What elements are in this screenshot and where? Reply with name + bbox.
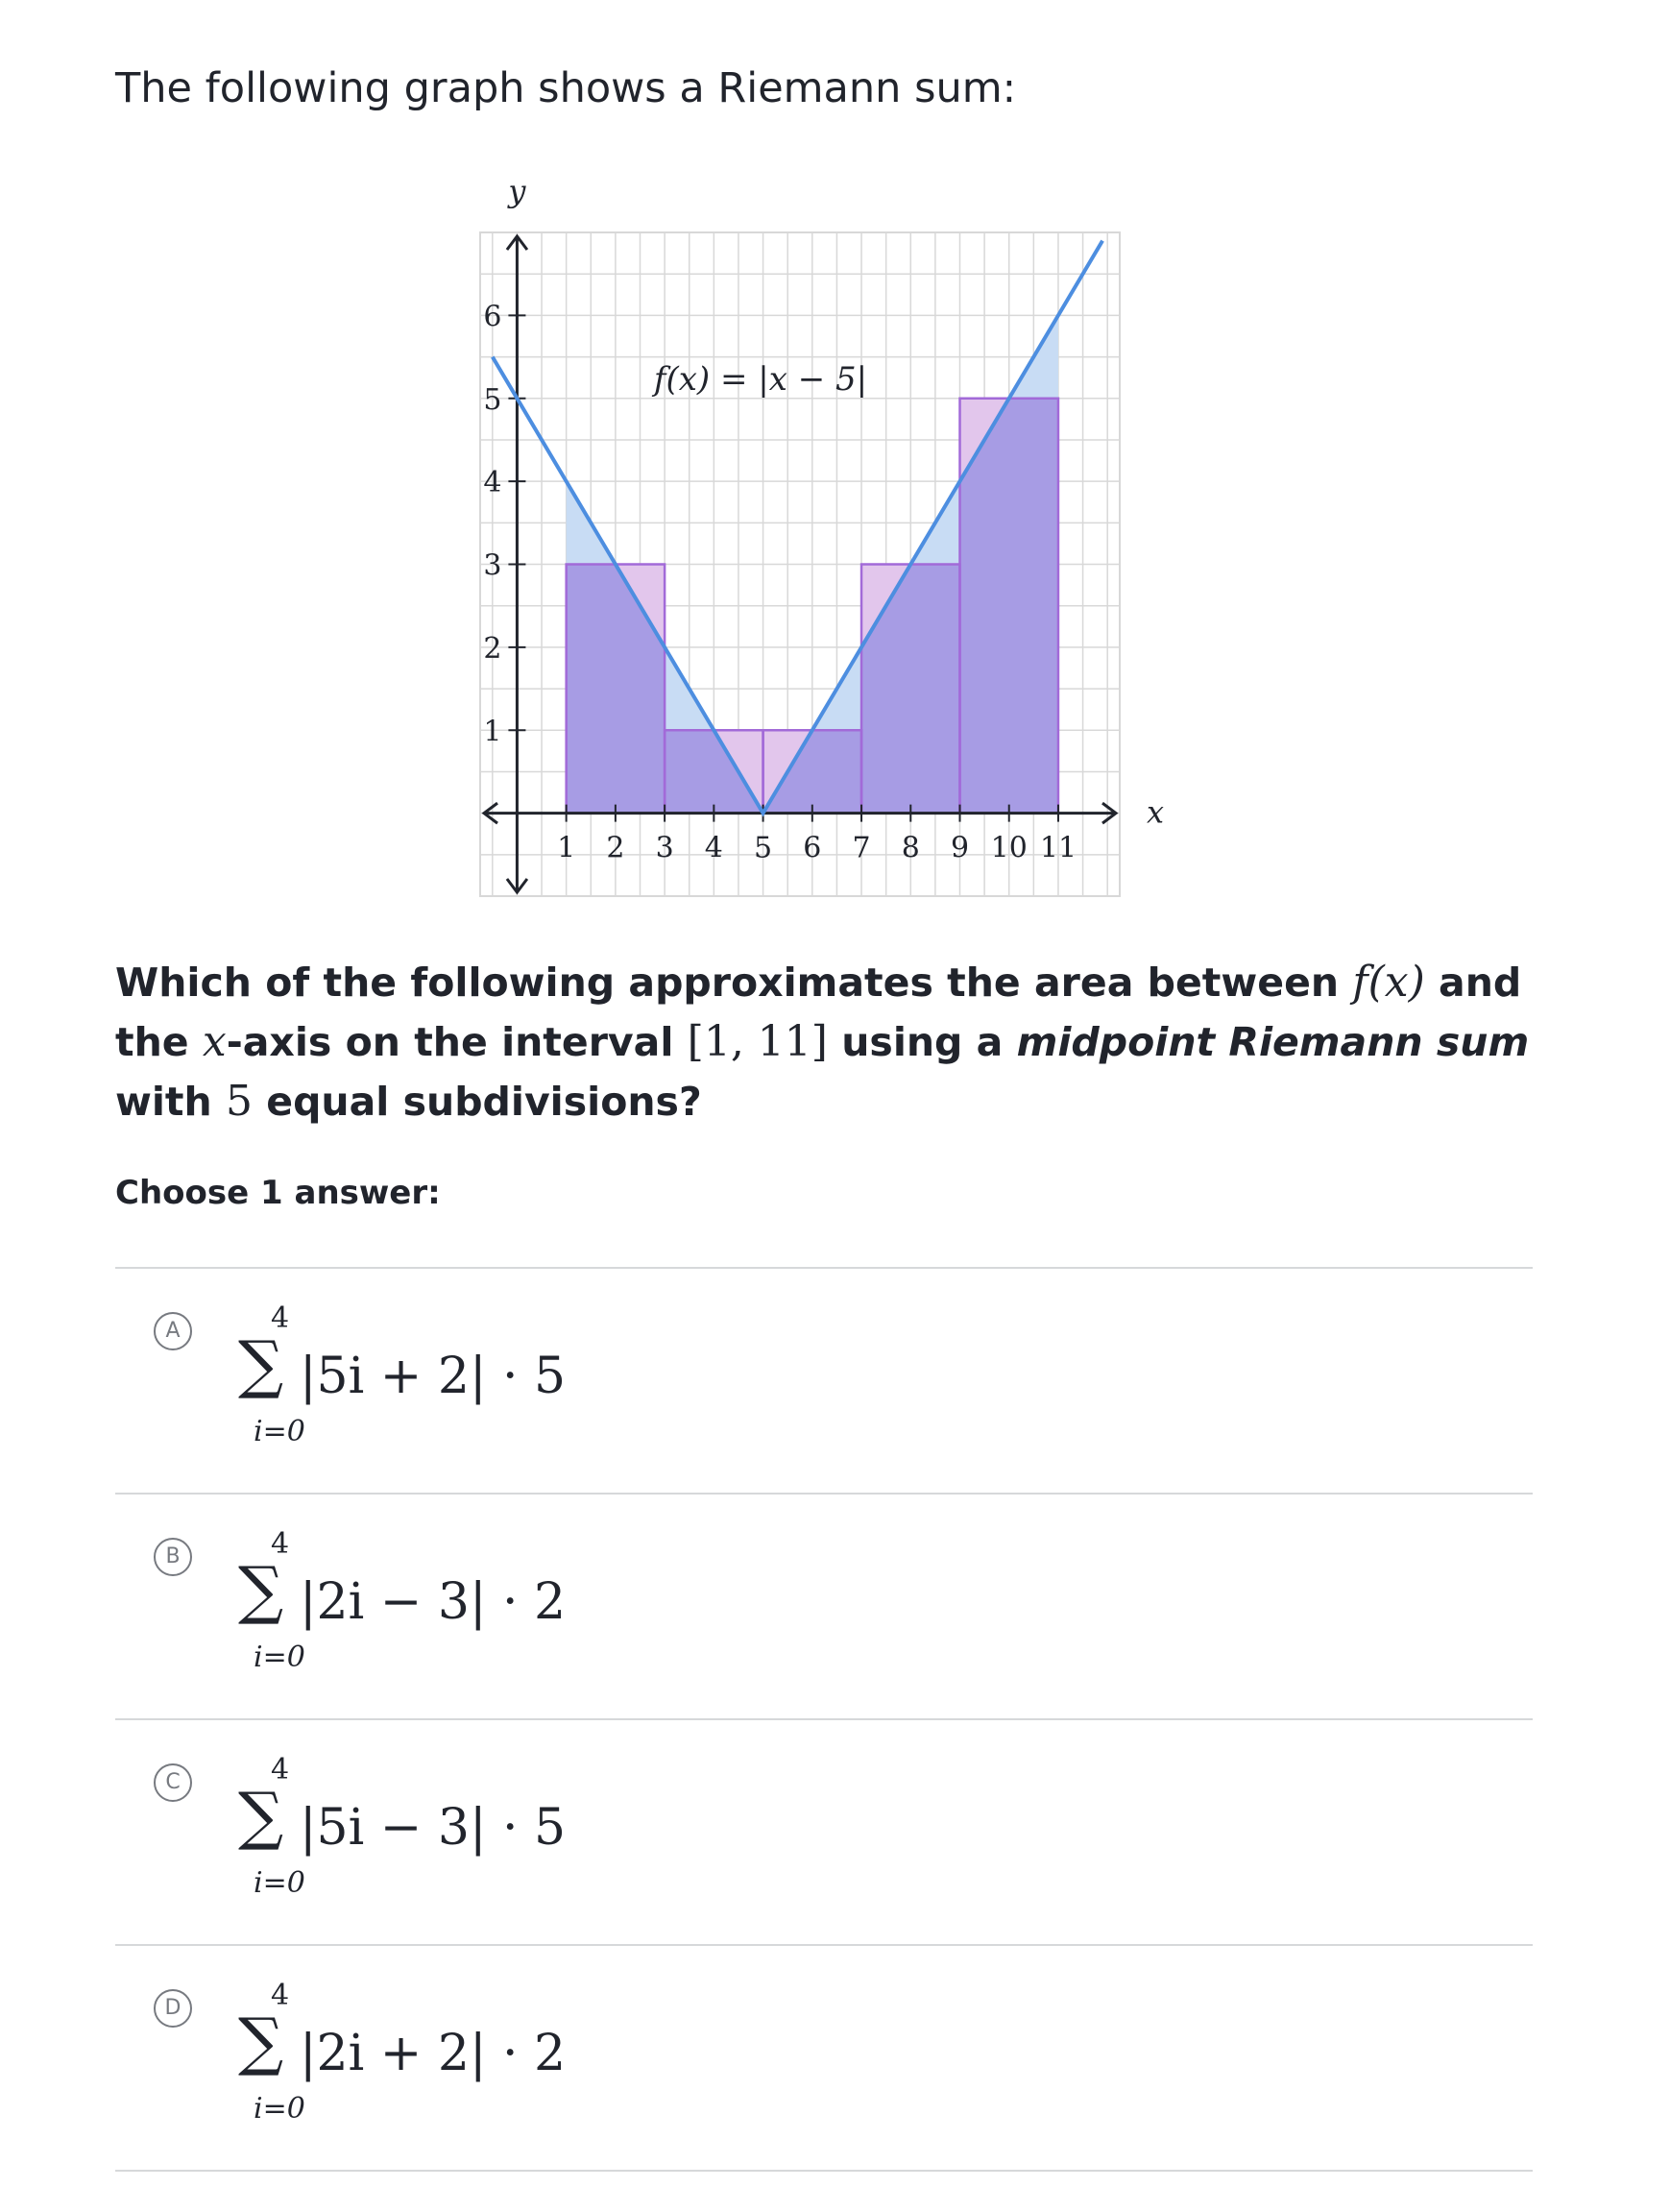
riemann-sum-graph <box>461 163 1191 912</box>
sum-term: |2i − 3| · 2 <box>300 1573 567 1631</box>
sum-expression <box>238 1753 699 1916</box>
question-part: -axis on the interval <box>226 1019 688 1065</box>
y-tick-label: 5 <box>483 382 502 417</box>
sum-lower-limit: i=0 <box>254 1866 305 1900</box>
x-tick-label: 7 <box>852 831 871 865</box>
y-tick-label: 6 <box>483 300 502 334</box>
radio-a[interactable]: A <box>154 1312 192 1350</box>
radio-c[interactable]: C <box>154 1763 192 1802</box>
radio-d[interactable]: D <box>154 1989 192 2028</box>
sum-expression <box>238 1979 699 2142</box>
y-axis-label: y <box>508 173 526 209</box>
question-interval: [1, 11] <box>687 1017 828 1066</box>
x-tick-label: 5 <box>754 831 773 865</box>
answer-option-d[interactable] <box>115 1946 1533 2172</box>
sum-upper-limit: 4 <box>271 1301 290 1335</box>
question-text <box>115 953 1556 1131</box>
sum-lower-limit: i=0 <box>254 1415 305 1448</box>
riemann-rectangle-fill <box>960 399 1058 814</box>
sum-upper-limit: 4 <box>271 1527 290 1561</box>
question-n: 5 <box>226 1077 253 1126</box>
sum-expression <box>238 1527 699 1690</box>
radio-b[interactable]: B <box>154 1538 192 1576</box>
y-tick-label: 1 <box>483 715 502 749</box>
x-tick-label: 6 <box>803 831 822 865</box>
x-tick-label: 11 <box>1039 831 1077 865</box>
x-tick-label: 8 <box>901 831 920 865</box>
sum-term: |5i − 3| · 5 <box>300 1799 567 1857</box>
sum-lower-limit: i=0 <box>254 2092 305 2126</box>
function-label: f(x) = |x − 5| <box>653 360 868 400</box>
question-part: and the <box>115 960 1522 1065</box>
question-part: equal subdivisions? <box>253 1079 702 1125</box>
y-tick-label: 2 <box>483 631 502 666</box>
x-tick-label: 3 <box>655 831 674 865</box>
y-tick-label: 4 <box>483 466 502 500</box>
x-tick-label: 9 <box>950 831 970 865</box>
sum-term: |2i + 2| · 2 <box>300 2025 567 2082</box>
question-emphasis: midpoint Riemann sum <box>1016 1019 1530 1065</box>
x-tick-label: 1 <box>557 831 576 865</box>
sigma-symbol: ∑ <box>238 1779 284 1853</box>
x-tick-label: 10 <box>990 831 1028 865</box>
x-tick-label: 4 <box>704 831 723 865</box>
answer-list <box>115 1267 1533 2172</box>
sigma-symbol: ∑ <box>238 2005 284 2078</box>
x-tick-label: 2 <box>606 831 625 865</box>
sum-upper-limit: 4 <box>271 1979 290 2012</box>
sum-upper-limit: 4 <box>271 1753 290 1787</box>
question-part: Which of the following approximates the area between <box>115 960 1353 1006</box>
sum-expression <box>238 1301 699 1465</box>
y-tick-label: 3 <box>483 548 502 583</box>
choose-label: Choose 1 answer: <box>115 1174 441 1212</box>
sum-lower-limit: i=0 <box>254 1641 305 1674</box>
answer-option-c[interactable] <box>115 1720 1533 1946</box>
answer-option-b[interactable] <box>115 1495 1533 1720</box>
sigma-symbol: ∑ <box>238 1553 284 1627</box>
question-x: x <box>202 1017 227 1066</box>
answer-option-a[interactable] <box>115 1269 1533 1495</box>
question-part: using a <box>827 1019 1017 1065</box>
question-fx: f(x) <box>1352 958 1425 1007</box>
question-part: with <box>115 1079 226 1125</box>
intro-text: The following graph shows a Riemann sum: <box>115 64 1017 112</box>
x-axis-label: x <box>1147 793 1165 831</box>
sum-term: |5i + 2| · 5 <box>300 1348 567 1405</box>
sigma-symbol: ∑ <box>238 1327 284 1401</box>
